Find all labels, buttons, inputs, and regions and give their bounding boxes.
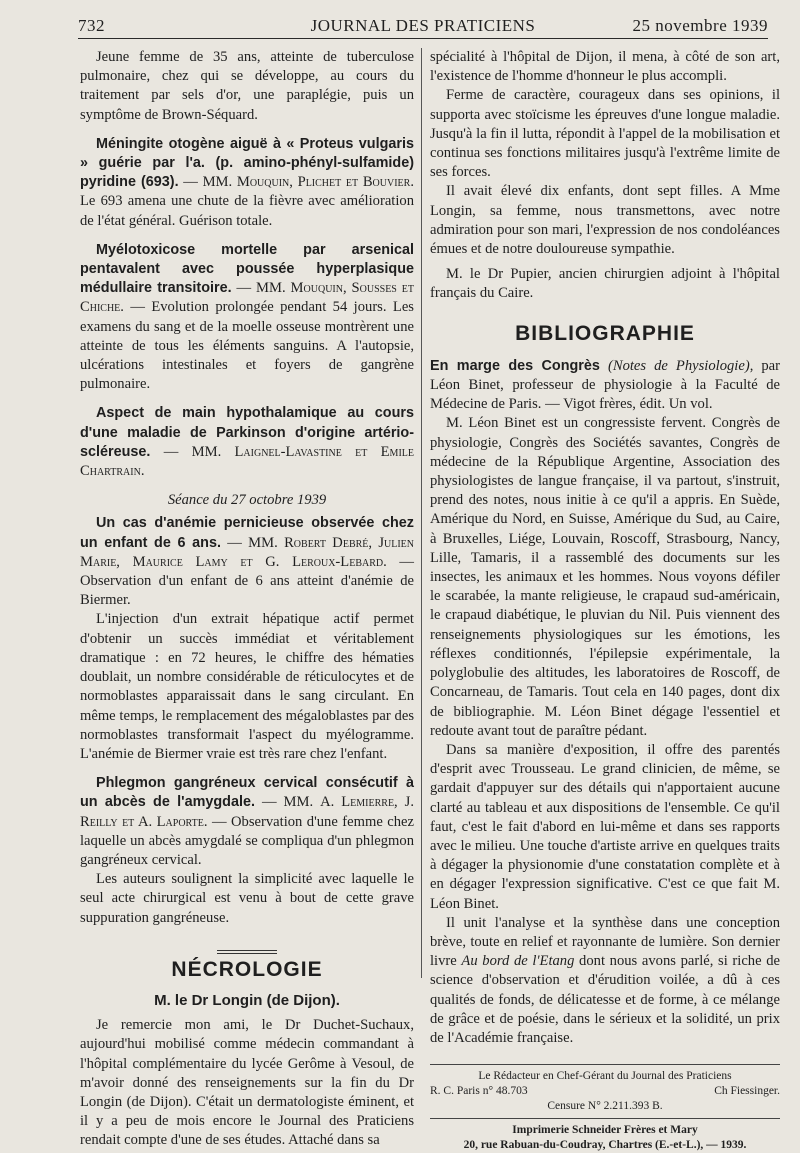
book-details: , par Léon Binet, professeur de physiologie à la Faculté de Médecine de Paris. — Vigot frères, édit. Un vol. [430, 357, 781, 413]
necrologie-paragraph-3: Il avait élevé dix enfants, dont sept filles. A Mme Longin, sa femme, nous transmettons, avec notre admiration pour son mari, l'expression de nos condoléances émues et de notre douloureuse sympathie. [430, 183, 780, 258]
necrologie-continued: spécialité à l'hôpital de Dijon, il mena, à côté de son art, l'existence de l'homme d'honneur le plus accompli. [430, 49, 780, 85]
entry-phlegmon: Phlegmon gangréneux cervical consécutif à un abcès de l'amygdale. — MM. A. Lemierre, J. Reilly et A. Laporte. — Observation d'une femme chez laquelle un abcès amygdalé se compliqua d'un phlegmon gangréneux cervical. [80, 775, 415, 868]
journal-title: JOURNAL DES PRATICIENS [310, 16, 536, 35]
entry-meningite: Méningite otogène aiguë à « Proteus vulgaris » guérie par l'a. (p. amino-phényl-sulfamide) pyridine (693). — MM. Mouquin, Plichet et Bouvier. Le 693 amena une chute de la fièvre avec amélioration de l'état général. Guérison totale. [80, 135, 414, 229]
imprint-block [430, 1064, 780, 1114]
entry-title: Aspect de main hypothalamique au cours d'une maladie de Parkinson d'origine artério-scléreuse. [80, 405, 414, 460]
anemie-paragraph: L'injection d'un extrait hépatique actif permet d'obtenir un succès immédiat et véritablement dramatique : en 72 heures, le chiffre des hématies doublait, un nombre considérable de réticulocytes et de normoblastes apparaissait dans le sang circulant. En même temps, le remplacement des mégaloblastes par des normoblastes transformait l'aspect du myélogramme. L'anémie de Biermer vraie est très rare chez l'enfant. [80, 611, 414, 762]
entry-title: Un cas d'anémie pernicieuse observée chez un enfant de 6 ans. [80, 515, 414, 551]
review-paragraph-2: Dans sa manière d'exposition, il offre des parentés d'esprit avec Trousseau. Le grand clinicien, de même, se gardait d'appuyer sur des détails qui n'apportaient aucune clarté au tableau et aux dispositions de l'ensemble. Ce qu'il faut, c'est le fait d'abord en lui-même et dans ses rapports avec le milieu. Une touche d'artiste arrive en quelques traits à dégager la physionomie d'une constatation complète et à en dégager l'expression significative. C'est ce que fait M. Léon Binet. [430, 741, 780, 912]
column-divider [421, 48, 422, 978]
entry-authors: Mouquin, Sousses et Chiche [80, 280, 414, 316]
entry-authors: Mouquin, Plichet et Bouvier [236, 174, 411, 191]
review-paragraph-3: Il unit l'analyse et la synthèse dans une conception brève, toute en relief et rayonnante de lumière. Son dernier livre Au bord de l'Etang dont nous avons parlé, si riche de science d'observation et d'érudition voilée, a dû à ces qualités de fonds, de délicatesse et de forme, à ce mélange de grâce et de poésie, dans le sérieux et la solidité, un prix de l'Académie française. [430, 914, 780, 1046]
entry-anemie: Un cas d'anémie pernicieuse observée chez un enfant de 6 ans. — MM. Robert Debré, Julien Marie, Maurice Lamy et G. Leroux-Lebard. — Observation d'un enfant de 6 ans atteint d'anémie de Biermer. [80, 515, 415, 609]
bibliographie-title: BIBLIOGRAPHIE [515, 321, 695, 345]
running-head [78, 14, 768, 39]
book-reference [430, 357, 780, 415]
necrologie-subtitle: M. le Dr Longin (de Dijon). [154, 991, 340, 1009]
section-separator [217, 950, 277, 954]
printer-block [430, 1118, 780, 1153]
book-title: En marge des Congrès [430, 357, 600, 374]
imprint-editor-line: Le Rédacteur en Chef-Gérant du Journal des Praticiens [478, 1070, 732, 1083]
cited-book: Au bord de l'Etang [461, 953, 575, 970]
entry-myelotoxicose: Myélotoxicose mortelle par arsenical pentavalent avec poussée hyperplasique médullaire transitoire. — MM. Mouquin, Sousses et Chiche. — Evolution prolongée pendant 54 jours. Les examens du sang et de la moelle osseuse montrèrent une atteinte de tous les éléments sanguins. A l'autopsie, ulcérations intestinales et foyers de gangrène pulmonaire. [80, 241, 414, 393]
right-column [430, 48, 780, 1153]
page-number: 732 [78, 16, 105, 35]
necrologie-paragraph: Je remercie mon ami, le Dr Duchet-Suchaux, aujourd'hui mobilisé comme médecin commandant à l'hôpital complémentaire du lycée Gerôme à Vesoul, de m'avoir donné des renseignements sur la fin du Dr Longin (de Dijon). C'était un dermatologiste éminent, et il y a peu de mois encore le Journal des Praticiens rendait compte d'une de ses études. Attaché dans sa [80, 1017, 414, 1149]
imprint-editor-name: Ch Fiessinger. [714, 1085, 780, 1098]
imprint-censure: Censure N° 2.211.393 B. [547, 1100, 663, 1113]
issue-date: 25 novembre 1939 [632, 16, 768, 35]
entry-parkinson: Aspect de main hypothalamique au cours d'une maladie de Parkinson d'origine artério-scléreuse. — MM. Laignel-Lavastine et Emile Chartrain. [80, 405, 414, 480]
printer-address: 20, rue Rabuan-du-Coudray, Chartres (E.-et-L.), — 1939. [463, 1139, 747, 1152]
necrologie-paragraph-2: Ferme de caractère, courageux dans ses opinions, il supporta avec stoïcisme les épreuves d'une longue maladie. Jusqu'à la fin il lutta, répondit à l'appel de la mobilisation et continua ses fonctions militaires jusqu'à l'extrême limite de ses forces. [430, 87, 780, 181]
phlegmon-paragraph: Les auteurs soulignent la simplicité avec laquelle le seul acte chirurgical est venu à bout de cette grave suppuration gangréneuse. [80, 871, 414, 926]
left-column [80, 48, 414, 1151]
entry-title: Méningite otogène aiguë à « Proteus vulgaris » guérie par l'a. (p. amino-phényl-sulfamide) pyridine (693). [80, 135, 414, 191]
entry-authors: Robert Debré, Julien Marie, Maurice Lamy et G. Leroux-Lebard [80, 534, 415, 570]
printer-name: Imprimerie Schneider Frères et Mary [512, 1124, 698, 1137]
entry-authors: Laignel-Lavastine et Emile Chartrain [80, 443, 414, 480]
seance-heading: Séance du 27 octobre 1939 [167, 492, 327, 509]
entry-title: Phlegmon gangréneux cervical consécutif à un abcès de l'amygdale. [80, 775, 414, 811]
intro-paragraph: Jeune femme de 35 ans, atteinte de tuberculose pulmonaire, chez qui se développe, au cours du traitement par sels d'or, une paraplégie, puis un symptôme de Brown-Séquard. [80, 49, 414, 123]
necrologie-title: NÉCROLOGIE [171, 957, 323, 981]
necrologie-note: M. le Dr Pupier, ancien chirurgien adjoint à l'hôpital français du Caire. [430, 266, 780, 302]
imprint-rc: R. C. Paris n° 48.703 [430, 1085, 528, 1098]
entry-title: Myélotoxicose mortelle par arsenical pentavalent avec poussée hyperplasique médullaire transitoire. [80, 241, 414, 297]
review-paragraph-1: M. Léon Binet est un congressiste fervent. Congrès de physiologie, Congrès des Sociétés savantes, Congrès de médecine de la République Argentine, Association des physiologistes de langue française, il va partout, s'instruit, prend des notes, nous initie à ce qu'il a appris. En Suède, Amérique du Nord, en Suisse, Amérique du Sud, au Caire, à Bruxelles, Liége, Louvain, Roscoff, Strasbourg, Nancy, Lille, Tamaris, il a rassemblé des documents sur les insectes, les animaux et les hommes. Nous voyons défiler le scarabée, la mante religieuse, le crapaud sud-américain, le crapaud diabétique, le pluvian du Nil. Puis viennent des renseignements physiologiques sur les émotions, les réflexes conditionnés, l'épilepsie expérimentale, la polyglobulie des altitudes, les laboratoires de Roscoff, de Concarneau, de Tamaris. Tout cela en 140 pages, dont dix de bibliographie. M. Léon Binet dégage l'essentiel et redoute avant tout de paraître pédant. [430, 415, 780, 739]
imprint-row [430, 1084, 780, 1099]
book-subtitle: (Notes de Physiologie) [607, 357, 750, 374]
entry-authors: A. Lemierre, J. Reilly et A. Laporte [80, 794, 415, 830]
